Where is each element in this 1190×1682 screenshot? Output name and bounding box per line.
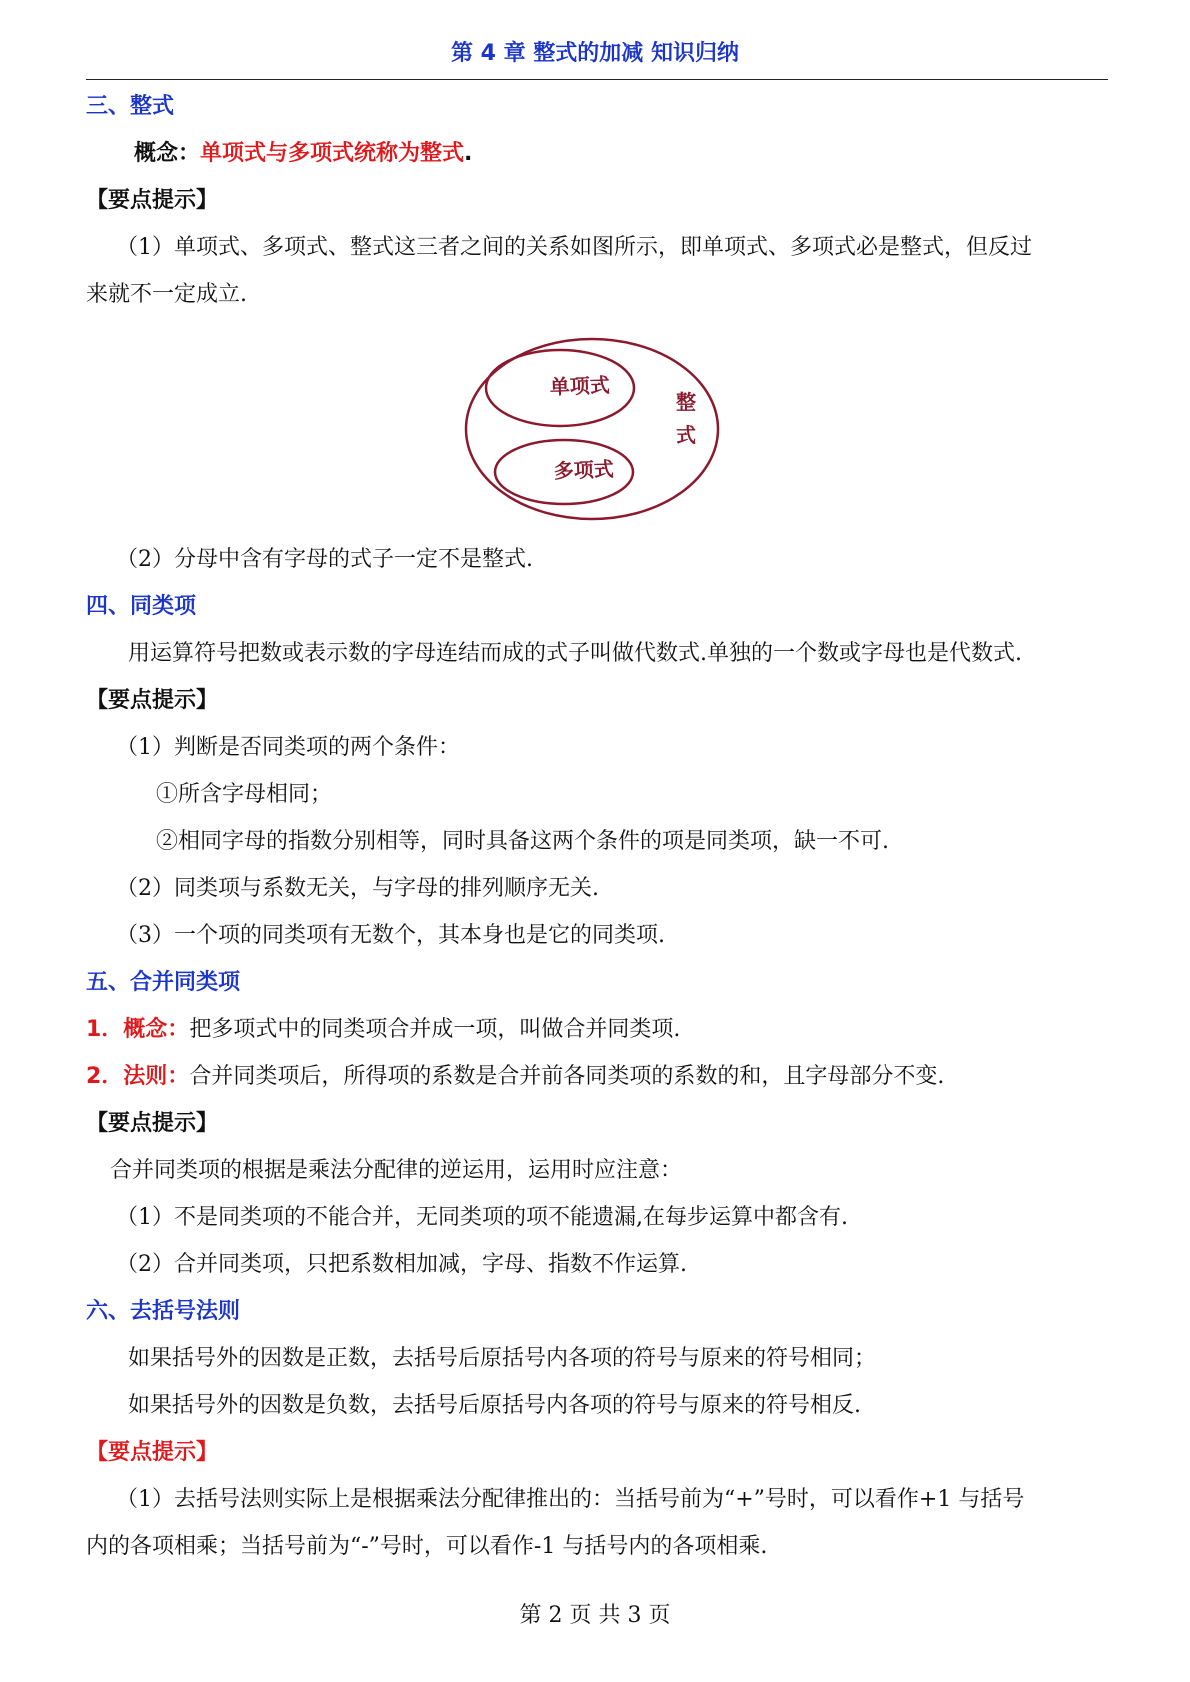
tip-label-5: 【要点提示】	[86, 1111, 219, 1136]
page-footer: 第 2 页 共 3 页	[519, 1603, 671, 1628]
section6-point1-line2: 内的各项相乘；当括号前为“-”号时，可以看作-1 与括号内的各项相乘.	[86, 1534, 768, 1559]
set-relationship-diagram	[460, 332, 735, 527]
concept-definition: 单项式与多项式统称为整式	[200, 141, 465, 166]
whole-expression-label-char2: 式	[676, 423, 696, 447]
section4-condition-a: ①所含字母相同；	[156, 782, 333, 807]
tip-label-4: 【要点提示】	[86, 688, 219, 713]
section5-item1-text: 把多项式中的同类项合并成一项，叫做合并同类项.	[189, 1017, 681, 1042]
page-header-title: 第 4 章 整式的加减 知识归纳	[451, 41, 739, 66]
polynomial-label: 多项式	[553, 456, 615, 484]
section-heading-5: 五、合并同类项	[86, 970, 241, 995]
section5-item1	[86, 1015, 680, 1045]
section4-point1: （1）判断是否同类项的两个条件：	[116, 735, 460, 760]
tip-label-6: 【要点提示】	[86, 1440, 219, 1465]
section4-intro: 用运算符号把数或表示数的字母连结而成的式子叫做代数式.单独的一个数或字母也是代数式.	[128, 641, 1022, 666]
section5-intro: 合并同类项的根据是乘法分配律的逆运用，运用时应注意：	[110, 1158, 683, 1183]
section-heading-6: 六、去括号法则	[86, 1299, 241, 1324]
section-heading-3: 三、整式	[86, 94, 175, 119]
section5-item2-text: 合并同类项后，所得项的系数是合并前各同类项的系数的和，且字母部分不变.	[189, 1064, 945, 1089]
section5-point2: （2）合并同类项，只把系数相加减，字母、指数不作运算.	[116, 1252, 687, 1277]
concept-label: 概念：	[134, 141, 201, 166]
monomial-label: 单项式	[549, 372, 611, 400]
section6-rule2: 如果括号外的因数是负数，去括号后原括号内各项的符号与原来的符号相反.	[128, 1393, 861, 1418]
section5-point1: （1）不是同类项的不能合并，无同类项的项不能遗漏,在每步运算中都含有.	[116, 1205, 848, 1230]
section6-point1-line1: （1）去括号法则实际上是根据乘法分配律推出的：当括号前为“+”号时，可以看作+1 与括号	[116, 1487, 1025, 1512]
section3-point1-line2: 来就不一定成立.	[86, 282, 247, 307]
tip-label-3: 【要点提示】	[86, 188, 219, 213]
whole-expression-label-char1: 整	[676, 390, 696, 414]
section4-point2: （2）同类项与系数无关，与字母的排列顺序无关.	[116, 876, 599, 901]
section3-point2: （2）分母中含有字母的式子一定不是整式.	[116, 547, 533, 572]
section5-item2-label: 2．法则：	[86, 1064, 190, 1089]
section6-rule1: 如果括号外的因数是正数，去括号后原括号内各项的符号与原来的符号相同；	[128, 1346, 877, 1371]
section3-point1-line1: （1）单项式、多项式、整式这三者之间的关系如图所示，即单项式、多项式必是整式，但反过	[116, 235, 1033, 260]
concept-period: .	[464, 141, 473, 166]
section4-point3: （3）一个项的同类项有无数个，其本身也是它的同类项.	[116, 923, 665, 948]
header-divider	[86, 79, 1108, 80]
concept-line	[134, 139, 472, 169]
section-heading-4: 四、同类项	[86, 594, 197, 619]
section5-item1-label: 1．概念：	[86, 1017, 190, 1042]
section4-condition-b: ②相同字母的指数分别相等，同时具备这两个条件的项是同类项，缺一不可.	[156, 829, 889, 854]
section5-item2	[86, 1062, 944, 1092]
